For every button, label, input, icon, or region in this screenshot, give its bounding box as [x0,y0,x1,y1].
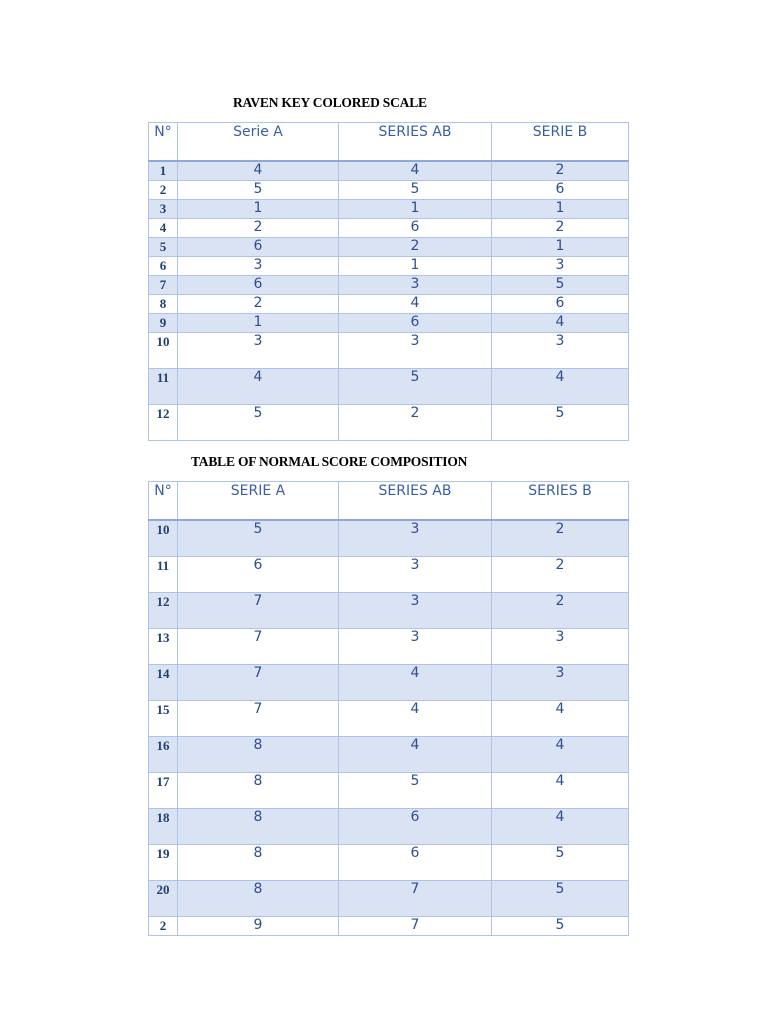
value-cell: 6 [178,556,339,592]
table-row [149,844,629,880]
value-cell: 2 [492,161,629,181]
table-row [149,257,629,276]
value-cell: 4 [339,700,492,736]
value-cell: 2 [492,556,629,592]
row-number-cell: 19 [149,844,178,880]
value-cell: 5 [339,181,492,200]
table-row [149,405,629,441]
table-row [149,200,629,219]
value-cell: 2 [492,592,629,628]
value-cell: 3 [339,520,492,556]
header-serie-b: SERIE B [492,123,629,162]
row-number-cell: 17 [149,772,178,808]
table2-title: TABLE OF NORMAL SCORE COMPOSITION [191,454,468,469]
value-cell: 3 [492,333,629,369]
value-cell: 6 [492,181,629,200]
value-cell: 5 [339,369,492,405]
value-cell: 2 [492,219,629,238]
header-number: N° [149,123,178,162]
value-cell: 5 [178,520,339,556]
table-row [149,520,629,556]
value-cell: 4 [339,295,492,314]
table-row [149,628,629,664]
value-cell: 8 [178,844,339,880]
value-cell: 2 [178,219,339,238]
value-cell: 6 [492,295,629,314]
value-cell: 7 [339,880,492,916]
value-cell: 6 [339,314,492,333]
row-number-cell: 20 [149,880,178,916]
table-row [149,736,629,772]
table-row [149,916,629,935]
value-cell: 4 [178,161,339,181]
table-row [149,369,629,405]
row-number-cell: 8 [149,295,178,314]
value-cell: 3 [339,628,492,664]
normal-score-table [148,481,629,936]
value-cell: 1 [339,200,492,219]
value-cell: 4 [339,664,492,700]
value-cell: 1 [178,200,339,219]
table-row [149,219,629,238]
table-row [149,161,629,181]
value-cell: 3 [339,276,492,295]
header-serie-a: Serie A [178,123,339,162]
value-cell: 7 [178,592,339,628]
row-number-cell: 9 [149,314,178,333]
value-cell: 4 [492,314,629,333]
row-number-cell: 5 [149,238,178,257]
value-cell: 1 [178,314,339,333]
value-cell: 4 [492,772,629,808]
row-number-cell: 6 [149,257,178,276]
value-cell: 5 [178,405,339,441]
value-cell: 4 [492,700,629,736]
value-cell: 7 [178,628,339,664]
table-row [149,238,629,257]
header-series-b: SERIES B [492,482,629,521]
row-number-cell: 13 [149,628,178,664]
value-cell: 4 [339,161,492,181]
row-number-cell: 14 [149,664,178,700]
table-header-row [149,123,629,162]
table-row [149,181,629,200]
value-cell: 2 [492,520,629,556]
value-cell: 1 [492,200,629,219]
value-cell: 5 [492,844,629,880]
value-cell: 8 [178,880,339,916]
row-number-cell: 18 [149,808,178,844]
value-cell: 5 [339,772,492,808]
value-cell: 5 [492,916,629,935]
value-cell: 7 [178,664,339,700]
table1-title: RAVEN KEY COLORED SCALE [233,95,427,110]
value-cell: 4 [492,736,629,772]
row-number-cell: 1 [149,161,178,181]
row-number-cell: 12 [149,405,178,441]
value-cell: 4 [339,736,492,772]
value-cell: 5 [492,276,629,295]
value-cell: 5 [492,880,629,916]
value-cell: 8 [178,736,339,772]
table-row [149,880,629,916]
value-cell: 5 [178,181,339,200]
value-cell: 1 [492,238,629,257]
row-number-cell: 11 [149,369,178,405]
value-cell: 6 [339,219,492,238]
value-cell: 3 [492,628,629,664]
row-number-cell: 10 [149,333,178,369]
value-cell: 8 [178,808,339,844]
value-cell: 6 [178,276,339,295]
value-cell: 6 [339,844,492,880]
table-row [149,664,629,700]
value-cell: 6 [178,238,339,257]
value-cell: 6 [339,808,492,844]
table-row [149,276,629,295]
value-cell: 2 [178,295,339,314]
table-row [149,592,629,628]
table-row [149,314,629,333]
row-number-cell: 2 [149,916,178,935]
value-cell: 4 [492,369,629,405]
table-row [149,700,629,736]
header-serie-a: SERIE A [178,482,339,521]
row-number-cell: 3 [149,200,178,219]
value-cell: 2 [339,238,492,257]
row-number-cell: 10 [149,520,178,556]
raven-key-table [148,122,629,441]
row-number-cell: 15 [149,700,178,736]
value-cell: 3 [492,664,629,700]
row-number-cell: 16 [149,736,178,772]
row-number-cell: 11 [149,556,178,592]
value-cell: 3 [178,257,339,276]
header-series-ab: SERIES AB [339,482,492,521]
value-cell: 5 [492,405,629,441]
table-row [149,295,629,314]
row-number-cell: 2 [149,181,178,200]
table-row [149,333,629,369]
value-cell: 2 [339,405,492,441]
table-header-row [149,482,629,521]
row-number-cell: 12 [149,592,178,628]
row-number-cell: 4 [149,219,178,238]
value-cell: 4 [492,808,629,844]
value-cell: 3 [178,333,339,369]
header-number: N° [149,482,178,521]
value-cell: 1 [339,257,492,276]
value-cell: 9 [178,916,339,935]
value-cell: 8 [178,772,339,808]
table-row [149,556,629,592]
value-cell: 3 [492,257,629,276]
table-row [149,772,629,808]
table-row [149,808,629,844]
header-series-ab: SERIES AB [339,123,492,162]
value-cell: 3 [339,556,492,592]
value-cell: 4 [178,369,339,405]
value-cell: 7 [178,700,339,736]
value-cell: 7 [339,916,492,935]
row-number-cell: 7 [149,276,178,295]
value-cell: 3 [339,592,492,628]
value-cell: 3 [339,333,492,369]
